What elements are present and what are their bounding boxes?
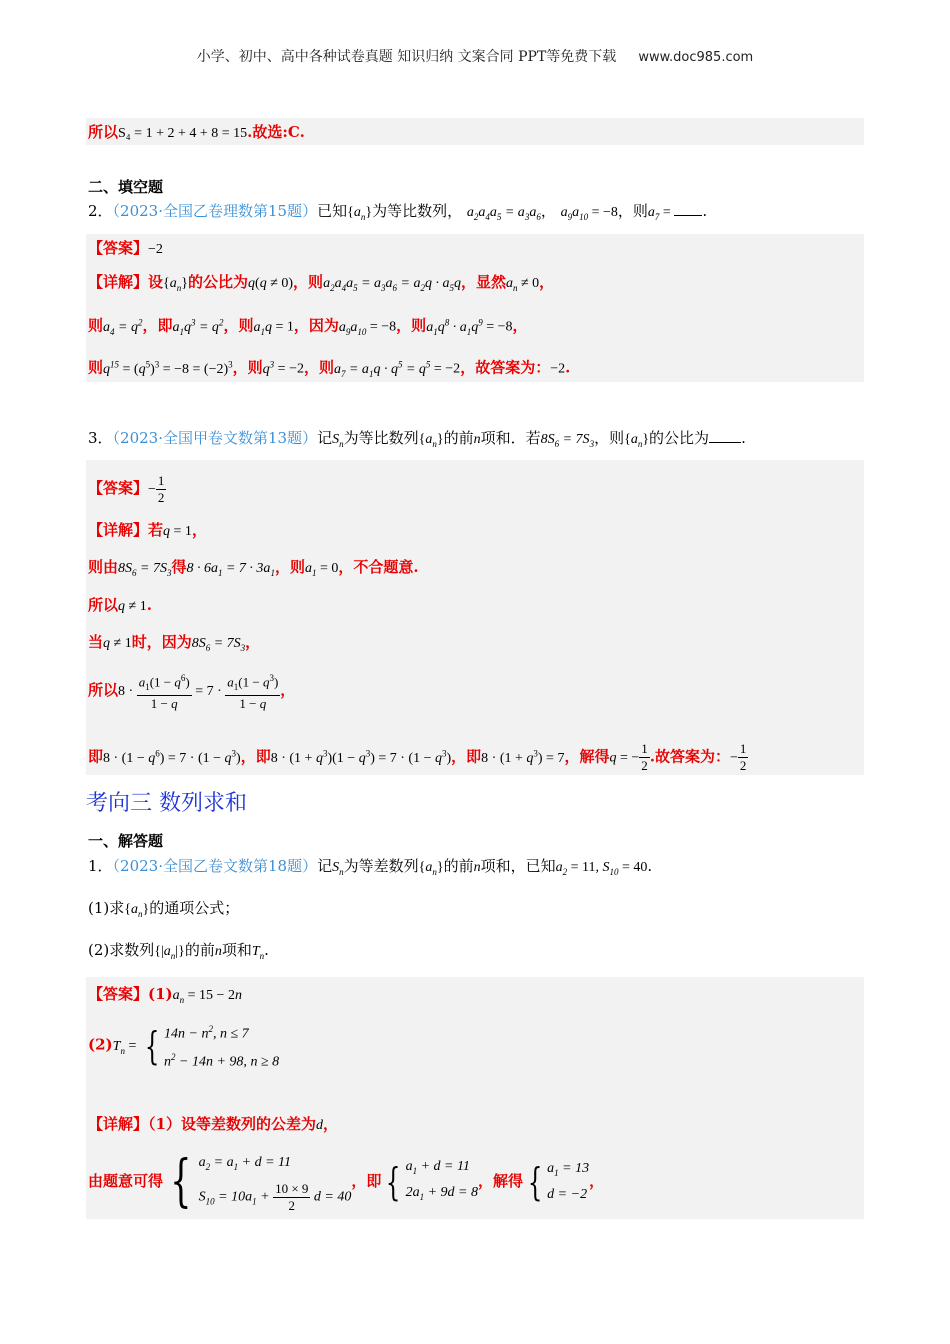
detail-3-line-6: 即$8 \cdot (1 - q^6) = 7 \cdot (1 - q^3)$，即$8 \cdot (1 + q^3)(1 - q^3) = 7 \cdot (1 - q^3)$，即$8 \cdot (1 + q^3) = 7$，解得q = − $\frac{1}{2}$ .故答案为：− $\frac{1}{2}$ xyxy=(88,741,747,774)
detail-3-line-5: 所以8 · $\frac{a_1(1 - q^6)}{1 - q}$ = 7 · $\frac{a_1(1 - q^3)}{1 - q}$ ， xyxy=(88,670,295,712)
detail-1-line-1: 【详解】（1）设等差数列的公差为d， xyxy=(88,1115,338,1133)
answer-3: 【答案】− $\frac{1}{2}$ xyxy=(88,472,165,505)
question-3: 3．（2023·全国甲卷文数第13题）记$S_n$为等比数列$\{a_n\}$的前n项和．若$8S_6 = 7S_3$，则$\{a_n\}$的公比为 . xyxy=(88,429,746,449)
detail-2-line-1: 【详解】设$\{a_n\}$的公比为q(q ≠ 0)，则$a_2a_4a_5 = a_3a_6 = a_2q \cdot a_5q$，显然$a_n \ne 0$， xyxy=(88,273,555,293)
answer-2: 【答案】−2 xyxy=(88,239,163,257)
question-2: 2．（2023·全国乙卷理数第15题）已知$\{a_n\}$为等比数列， $a_2a_4a_5 = a_3a_6$， $a_9a_{10} = -8$，则$a_7$ = . xyxy=(88,202,708,222)
detail-2-line-2: 则$a_4 = q^2$，即$a_1q^3 = q^2$，则$a_1q = 1$，因为$a_9a_{10} = -8$，则$a_1q^8 \cdot a_1q^9 = -8$， xyxy=(88,316,528,337)
detail-3-line-4: 当q ≠ 1时，因为$8S_6 = 7S_3$， xyxy=(88,633,261,653)
answer-3-block xyxy=(86,460,864,775)
top-conclusion: 所以S₄ = 1 + 2 + 4 + 8 = 15.故选:C. xyxy=(88,123,305,141)
header-site[interactable]: www.doc985.com xyxy=(638,50,754,65)
question-1-part-2: (2)求数列$\{|a_n|\}$的前n项和$T_n$. xyxy=(88,941,269,961)
question-1: 1．（2023·全国乙卷文数第18题）记$S_n$为等差数列$\{a_n\}$的前n项和，已知$a_2 = 11$, $S_{10} = 40$. xyxy=(88,857,653,877)
detail-3-line-3: 所以q ≠ 1. xyxy=(88,596,152,614)
solve-heading: 一、解答题 xyxy=(88,832,164,850)
question-2-source: （2023·全国乙卷理数第15题） xyxy=(112,202,318,220)
answer-1-part-1: 【答案】$(1)a_n = 15 - 2n$ xyxy=(88,985,242,1005)
detail-3-line-2: 则由$8S_6 = 7S_3$得$8 \cdot 6a_1 = 7 \cdot 3a_1$，则$a_1 = 0$，不合题意. xyxy=(88,558,419,578)
detail-3-line-1: 【详解】若q = 1， xyxy=(88,521,207,539)
fill-heading: 二、填空题 xyxy=(88,178,164,196)
question-1-part-1: (1)求$\{a_n\}$的通项公式； xyxy=(88,899,240,919)
question-3-source: （2023·全国甲卷文数第13题） xyxy=(112,429,318,447)
question-1-source: （2023·全国乙卷文数第18题） xyxy=(112,857,318,875)
page-header xyxy=(0,46,950,66)
answer-blank xyxy=(674,215,702,216)
header-text: 小学、初中、高中各种试卷真题 知识归纳 文案合同 PPT等免费下载 xyxy=(196,49,617,65)
answer-blank-3 xyxy=(709,442,741,443)
section-title: 考向三 数列求和 xyxy=(86,791,247,816)
answer-1-part-2: $(2)T_n$ = { $14n - n^2$, n ≤ 7 $n^2 - 14n + 98$, n ≥ 8 xyxy=(88,1023,280,1070)
detail-1-line-2: 由题意可得 { $a_2 = a_1 + d = 11$ $S_{10} = 10a_1$ + $\frac{10 \times 9}{2}$ d = 40，即 { $a_1 + d = 11$ $2a_1 + 9d = 8$，解得 { $a_1 = 13$ d = −2， xyxy=(88,1149,605,1214)
detail-2-line-3: 则$q^{15} = (q^5)^3 = -8 = (-2)^3$，则$q^3 = -2$，则$a_7 = a_1q \cdot q^5 = q^5 = -2$，故答案为：−2. xyxy=(88,358,571,379)
